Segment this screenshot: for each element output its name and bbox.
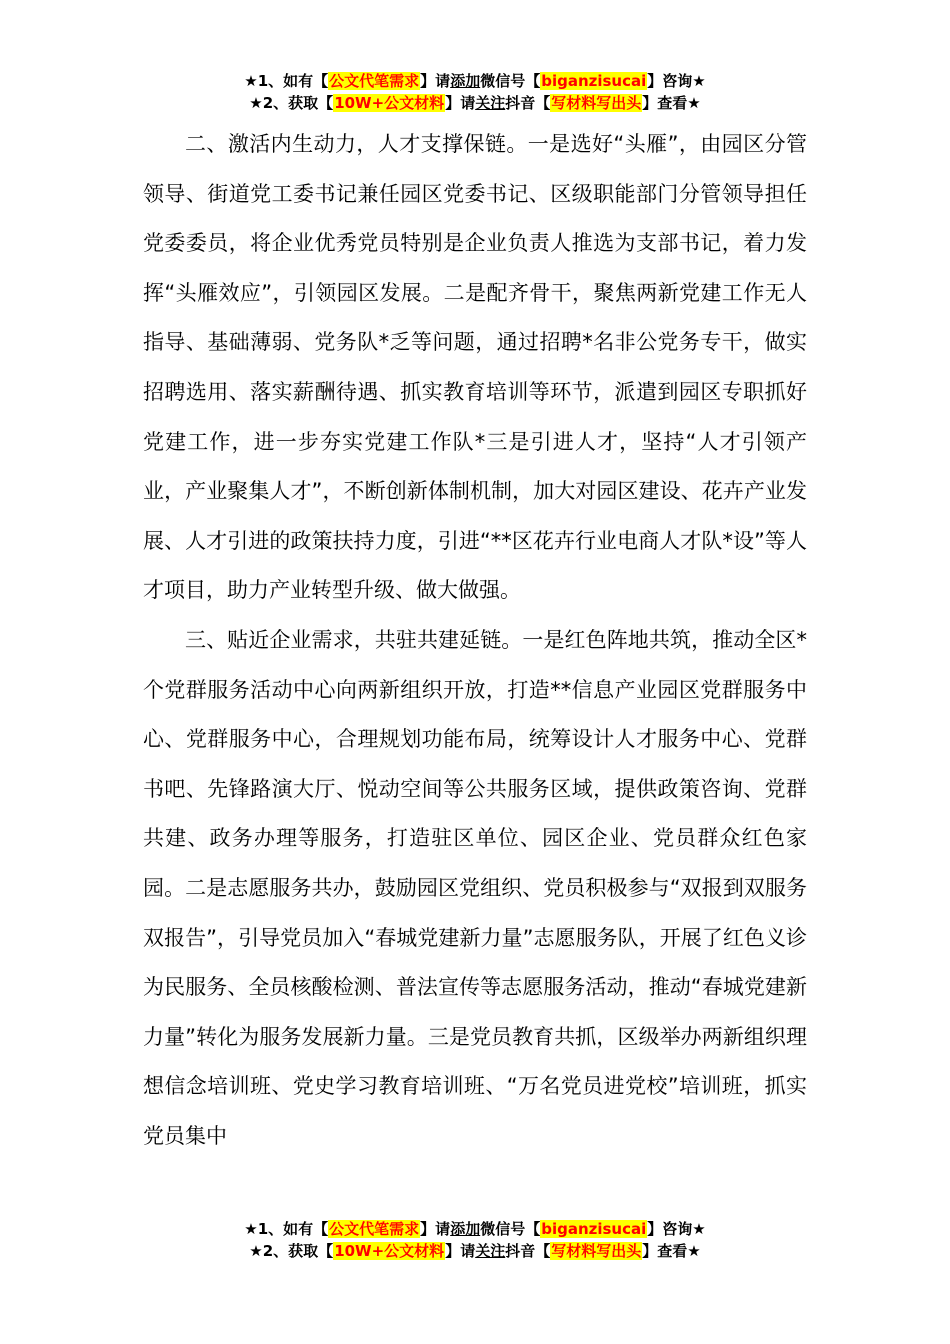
banner-text: 】请 [445, 1242, 476, 1260]
banner-text: 】咨询★ [647, 1220, 706, 1238]
banner-text: ★1、如有【 [244, 72, 329, 90]
banner-highlight: biganzisucai [541, 72, 647, 90]
banner-text: ★2、获取【 [249, 94, 334, 112]
paragraph-3: 三、贴近企业需求，共驻共建延链。一是红色阵地共筑，推动全区*个党群服务活动中心向两新组织开放，打造**信息产业园区党群服务中心、党群服务中心，合理规划功能布局，统筹设计人才服务中心、党群书吧、先锋路演大厅、悦动空间等公共服务区域，提供政策咨询、党群共建、政务办理等服务，打造驻区单位、园区企业、党员群众红色家园。二是志愿服务共办，鼓励园区党组织、党员积极参与“双报到双服务双报告”，引导党员加入“春城党建新力量”志愿服务队，开展了红色义诊为民服务、全员核酸检测、普法宣传等志愿服务活动，推动“春城党建新力量”转化为服务发展新力量。三是党员教育共抓，区级举办两新组织理想信念培训班、党史学习教育培训班、“万名党员进党校”培训班，抓实党员集中 [143, 627, 807, 1148]
banner-highlight: 写材料写出头 [551, 94, 642, 112]
banner-text: ★1、如有【 [244, 1220, 329, 1238]
banner-line-2 [0, 1240, 950, 1262]
banner-highlight: biganzisucai [541, 1220, 647, 1238]
banner-text: 】请 [420, 1220, 451, 1238]
banner-text: 】查看★ [642, 94, 701, 112]
banner-line-2 [0, 92, 950, 114]
banner-underline: 关注 [475, 94, 506, 112]
banner-highlight: 10W+公文材料 [334, 1242, 445, 1260]
document-body [143, 120, 807, 1161]
header-banner [0, 70, 950, 114]
paragraph-2: 二、激活内生动力，人才支撑保链。一是选好“头雁”，由园区分管领导、街道党工委书记兼任园区党委书记、区级职能部门分管领导担任党委委员，将企业优秀党员特别是企业负责人推选为支部书记，着力发挥“头雁效应”，引领园区发展。二是配齐骨干，聚焦两新党建工作无人指导、基础薄弱、党务队*乏等问题，通过招聘*名非公党务专干，做实招聘选用、落实薪酬待遇、抓实教育培训等环节，派遣到园区专职抓好党建工作，进一步夯实党建工作队*三是引进人才，坚持“人才引领产业，产业聚集人才”，不断创新体制机制，加大对园区建设、花卉产业发展、人才引进的政策扶持力度，引进“**区花卉行业电商人才队*设”等人才项目，助力产业转型升级、做大做强。 [143, 132, 807, 603]
banner-underline: 添加 [450, 72, 481, 90]
banner-highlight: 写材料写出头 [551, 1242, 642, 1260]
banner-line-1 [0, 70, 950, 92]
banner-underline: 添加 [450, 1220, 481, 1238]
banner-line-1 [0, 1218, 950, 1240]
banner-highlight: 公文代笔需求 [329, 1220, 420, 1238]
banner-text: 】请 [445, 94, 476, 112]
footer-banner [0, 1218, 950, 1262]
banner-text: 抖音【 [505, 1242, 551, 1260]
banner-text: 微信号【 [480, 1220, 541, 1238]
banner-text: 抖音【 [505, 94, 551, 112]
banner-text: ★2、获取【 [249, 1242, 334, 1260]
banner-text: 微信号【 [480, 72, 541, 90]
banner-text: 】咨询★ [647, 72, 706, 90]
banner-text: 】请 [420, 72, 451, 90]
banner-text: 】查看★ [642, 1242, 701, 1260]
banner-underline: 关注 [475, 1242, 506, 1260]
banner-highlight: 公文代笔需求 [329, 72, 420, 90]
banner-highlight: 10W+公文材料 [334, 94, 445, 112]
